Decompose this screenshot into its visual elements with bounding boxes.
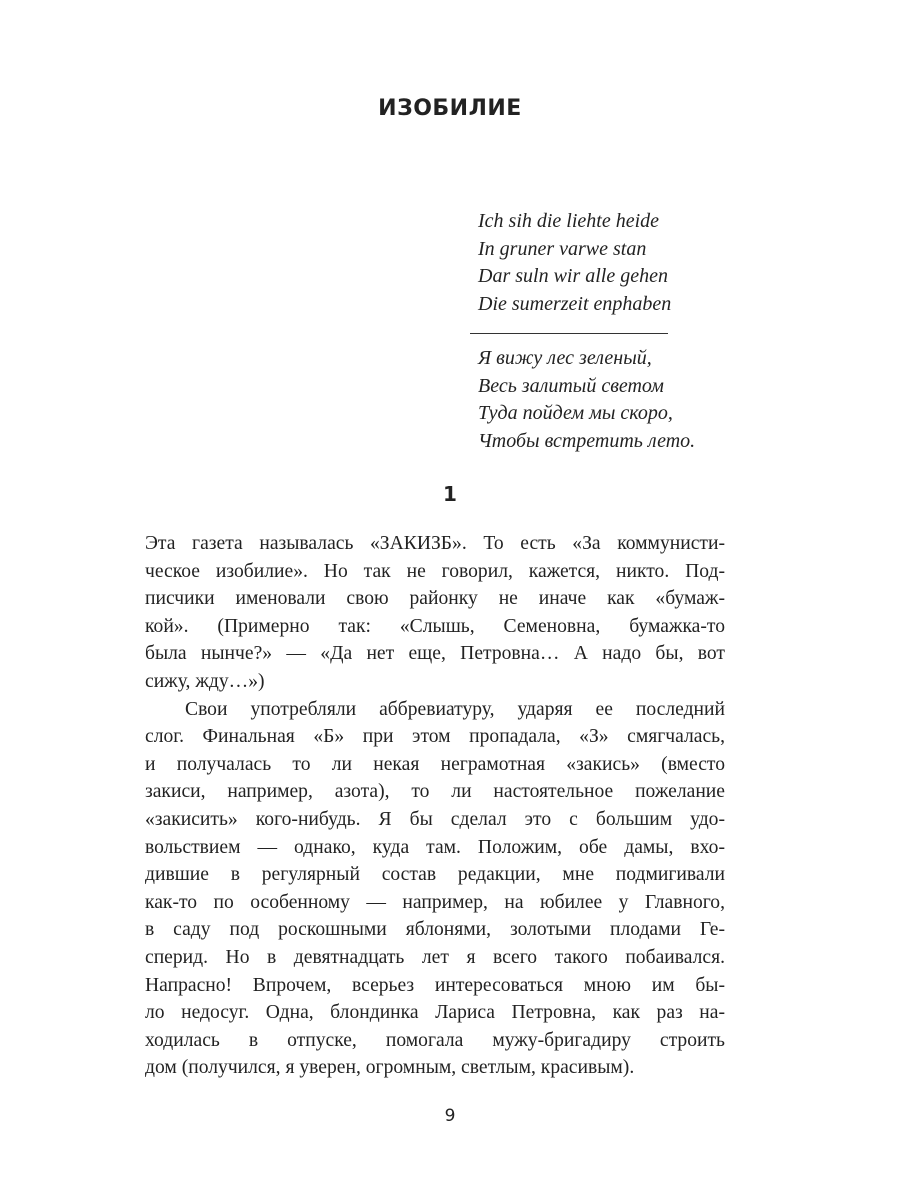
epigraph-line: Туда пойдем мы скоро, bbox=[478, 402, 673, 424]
text-line: Напрасно! Впрочем, всерьез интересоваться мною им бы- bbox=[145, 974, 725, 996]
text-line: дом (получился, я уверен, огромным, светлым, красивым). bbox=[145, 1057, 635, 1079]
text-line: Свои употребляли аббревиатуру, ударяя ее последний bbox=[185, 698, 725, 720]
epigraph bbox=[478, 208, 695, 455]
text-line: кой». (Примерно так: «Слышь, Семеновна, бумажка-то bbox=[145, 615, 725, 637]
section-number: 1 bbox=[443, 482, 457, 506]
epigraph-divider bbox=[470, 332, 668, 334]
text-line: и получалась то ли некая неграмотная «закись» (вместо bbox=[145, 753, 725, 775]
text-line: как-то по особенному — например, на юбилее у Главного, bbox=[145, 891, 725, 913]
epigraph-line: Ich sih die liehte heide bbox=[478, 210, 660, 232]
page-number: 9 bbox=[444, 1106, 456, 1126]
text-line: слог. Финальная «Б» при этом пропадала, «З» смягчалась, bbox=[145, 726, 725, 748]
epigraph-line: In gruner varwe stan bbox=[478, 237, 647, 260]
text-line: «закисить» кого-нибудь. Я бы сделал это с большим удо- bbox=[145, 808, 725, 830]
epigraph-line: Весь залитый светом bbox=[478, 374, 664, 397]
text-line: ходилась в отпуске, помогала мужу-бригадиру строить bbox=[145, 1029, 725, 1051]
epigraph-line: Dar suln wir alle gehen bbox=[478, 265, 668, 287]
text-line: Эта газета называлась «ЗАКИЗБ». То есть «За коммунисти- bbox=[145, 533, 725, 554]
chapter-title: ИЗОБИЛИЕ bbox=[378, 96, 522, 121]
text-line: вольствием — однако, куда там. Положим, обе дамы, вхо- bbox=[145, 836, 725, 858]
text-line: была нынче?» — «Да нет еще, Петровна… А надо бы, вот bbox=[145, 643, 725, 665]
text-line: сперид. Но в девятнадцать лет я всего такого побаивался. bbox=[145, 946, 725, 968]
text-line: закиси, например, азота), то ли настоятельное пожелание bbox=[145, 781, 725, 803]
text-line: ло недосуг. Одна, блондинка Лариса Петровна, как раз на- bbox=[145, 1002, 725, 1024]
epigraph-line: Чтобы встретить лето. bbox=[478, 429, 696, 452]
text-line: ческое изобилие». Но так не говорил, кажется, никто. Под- bbox=[145, 560, 725, 582]
epigraph-line: Я вижу лес зеленый, bbox=[478, 347, 652, 369]
text-line: сижу, жду…») bbox=[145, 670, 265, 692]
text-line: в саду под роскошными яблонями, золотыми плодами Ге- bbox=[145, 919, 725, 941]
epigraph-line: Die sumerzeit enphaben bbox=[478, 292, 672, 315]
body-text bbox=[145, 530, 725, 1082]
text-line: писчики именовали свою районку не иначе как «бумаж- bbox=[145, 588, 725, 610]
text-line: дившие в регулярный состав редакции, мне подмигивали bbox=[145, 864, 725, 886]
